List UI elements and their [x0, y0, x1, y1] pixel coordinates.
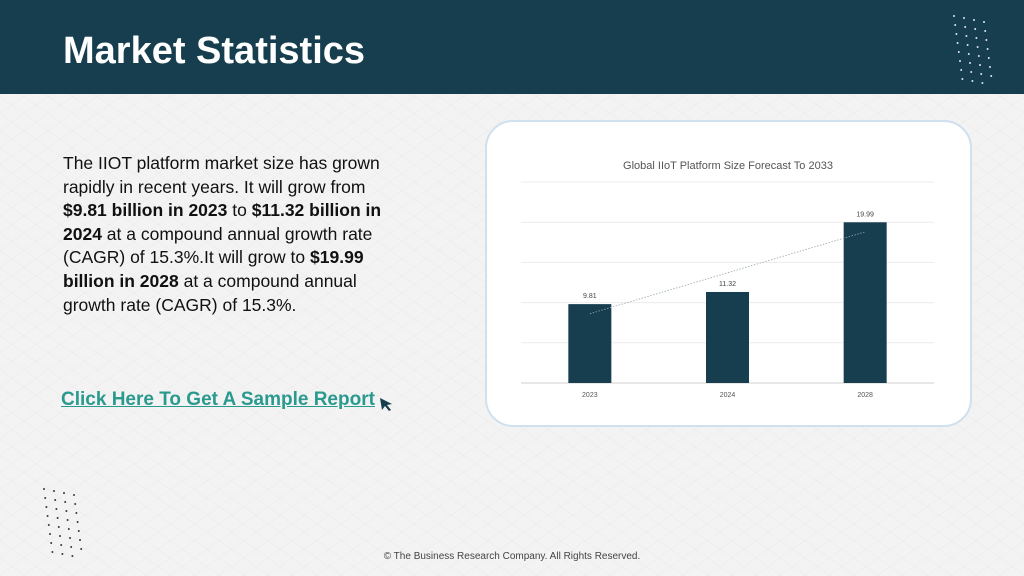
- summary-text: The IIOT platform market size has grown rapidly in recent years. It will grow from: [63, 153, 380, 197]
- bar-chart: [487, 122, 974, 429]
- market-summary: [63, 152, 393, 317]
- summary-highlight-2024: $11.32 billion in 2024: [63, 200, 382, 244]
- data-label-2028: 19.99: [856, 211, 874, 219]
- data-label-2024: 11.32: [719, 280, 736, 288]
- summary-text: to: [227, 200, 252, 221]
- chart-card: [485, 120, 972, 427]
- summary-text: at a compound annual growth rate (CAGR) of 15.3%.It will grow to: [63, 223, 373, 268]
- cursor-arrow-icon: [378, 396, 394, 412]
- bar-2024: [706, 292, 749, 383]
- x-tick-2023: 2023: [582, 392, 598, 399]
- x-tick-2024: 2024: [719, 392, 736, 399]
- chart-title: Global IIoT Platform Size Forecast To 2033: [623, 160, 833, 172]
- summary-highlight-2023: $9.81 billion in 2023: [63, 200, 228, 221]
- x-tick-2028: 2028: [857, 392, 873, 399]
- data-label-2023: 9.81: [583, 293, 597, 301]
- dot-pattern-decoration: [40, 485, 90, 557]
- summary-highlight-2028: $19.99 billion in 2028: [63, 247, 364, 291]
- bar-2023: [568, 304, 611, 383]
- header-bar: [0, 0, 1024, 94]
- dot-pattern-decoration: [950, 12, 1000, 84]
- bar-2028: [844, 222, 887, 383]
- sample-report-link[interactable]: Click Here To Get A Sample Report: [61, 389, 375, 410]
- summary-text: at a compound annual growth rate (CAGR) of 15.3%.: [63, 270, 357, 315]
- page-title: Market Statistics: [63, 30, 366, 72]
- copyright-footer: © The Business Research Company. All Rights Reserved.: [383, 551, 641, 562]
